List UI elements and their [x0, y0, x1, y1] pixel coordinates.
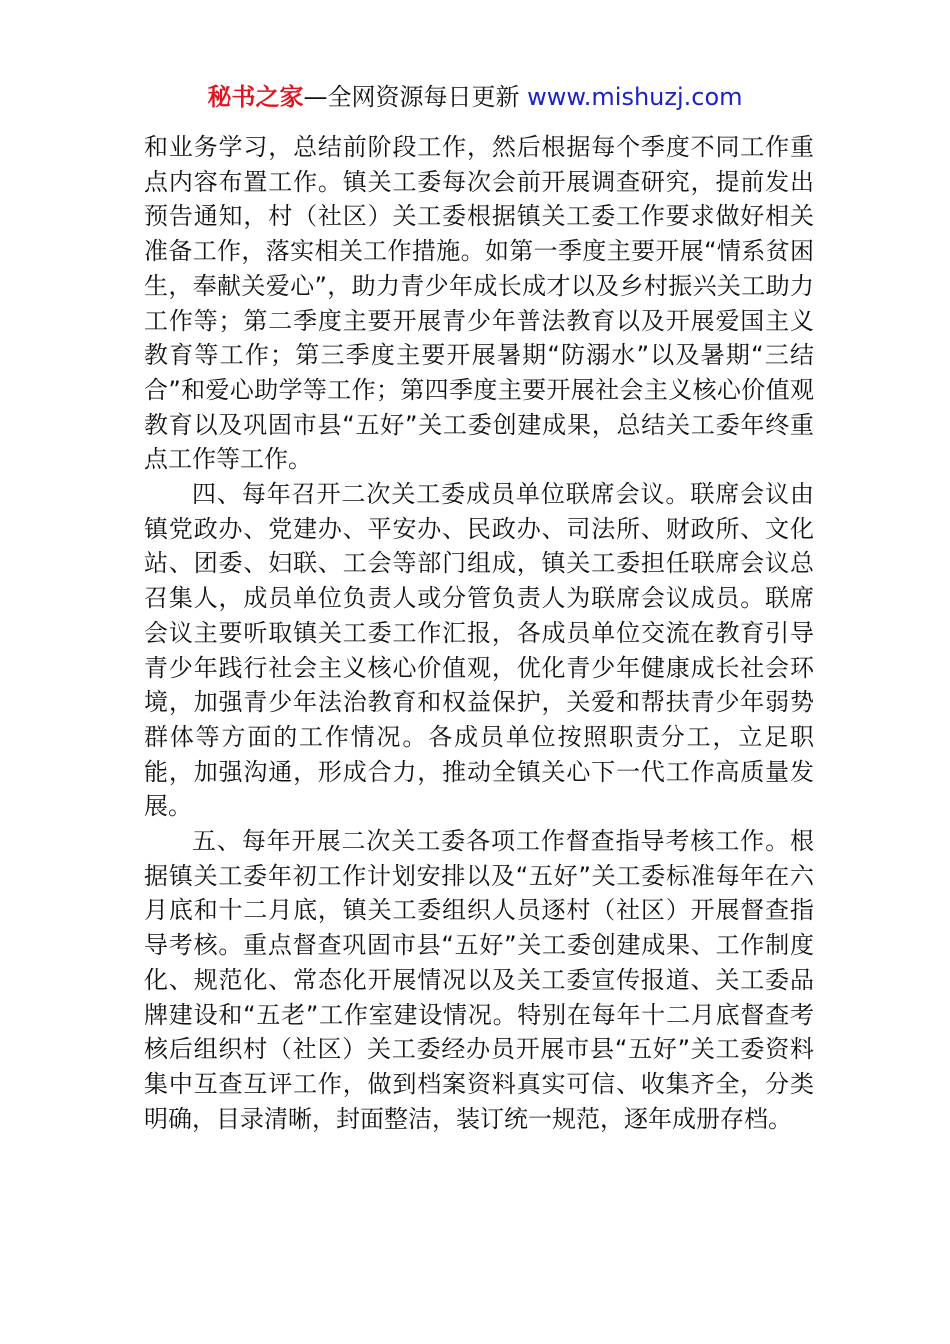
site-header	[0, 80, 950, 114]
paragraph-section-four: 四、每年召开二次关工委成员单位联席会议。联席会议由镇党政办、党建办、平安办、民政办、司法所、财政所、文化站、团委、妇联、工会等部门组成，镇关工委担任联席会议总召集人，成员单位负责人或分管负责人为联席会议成员。联席会议主要听取镇关工委工作汇报，各成员单位交流在教育引导青少年践行社会主义核心价值观，优化青少年健康成长社会环境，加强青少年法治教育和权益保护，关爱和帮扶青少年弱势群体等方面的工作情况。各成员单位按照职责分工，立足职能，加强沟通，形成合力，推动全镇关心下一代工作高质量发展。	[144, 480, 814, 821]
site-url-link[interactable]: www.mishuzj.com	[527, 83, 743, 111]
brand-name: 秘书之家	[207, 83, 304, 111]
paragraph-continued: 和业务学习，总结前阶段工作，然后根据每个季度不同工作重点内容布置工作。镇关工委每次会前开展调查研究，提前发出预告通知，村（社区）关工委根据镇关工委工作要求做好相关准备工作，落实相关工作措施。如第一季度主要开展“情系贫困生，奉献关爱心”，助力青少年成长成才以及乡村振兴关工助力工作等；第二季度主要开展青少年普法教育以及开展爱国主义教育等工作；第三季度主要开展暑期“防溺水”以及暑期“三结合”和爱心助学等工作；第四季度主要开展社会主义核心价值观教育以及巩固市县“五好”关工委创建成果，总结关工委年终重点工作等工作。	[144, 133, 814, 474]
paragraph-section-five: 五、每年开展二次关工委各项工作督查指导考核工作。根据镇关工委年初工作计划安排以及“五好”关工委标准每年在六月底和十二月底，镇关工委组织人员逐村（社区）开展督查指导考核。重点督查巩固市县“五好”关工委创建成果、工作制度化、规范化、常态化开展情况以及关工委宣传报道、关工委品牌建设和“五老”工作室建设情况。特别在每年十二月底督查考核后组织村（社区）关工委经办员开展市县“五好”关工委资料集中互查互评工作，做到档案资料真实可信、收集齐全，分类明确，目录清晰，封面整洁，装订统一规范，逐年成册存档。	[144, 827, 814, 1133]
header-tagline: —全网资源每日更新	[303, 83, 528, 111]
document-body	[144, 130, 814, 1136]
